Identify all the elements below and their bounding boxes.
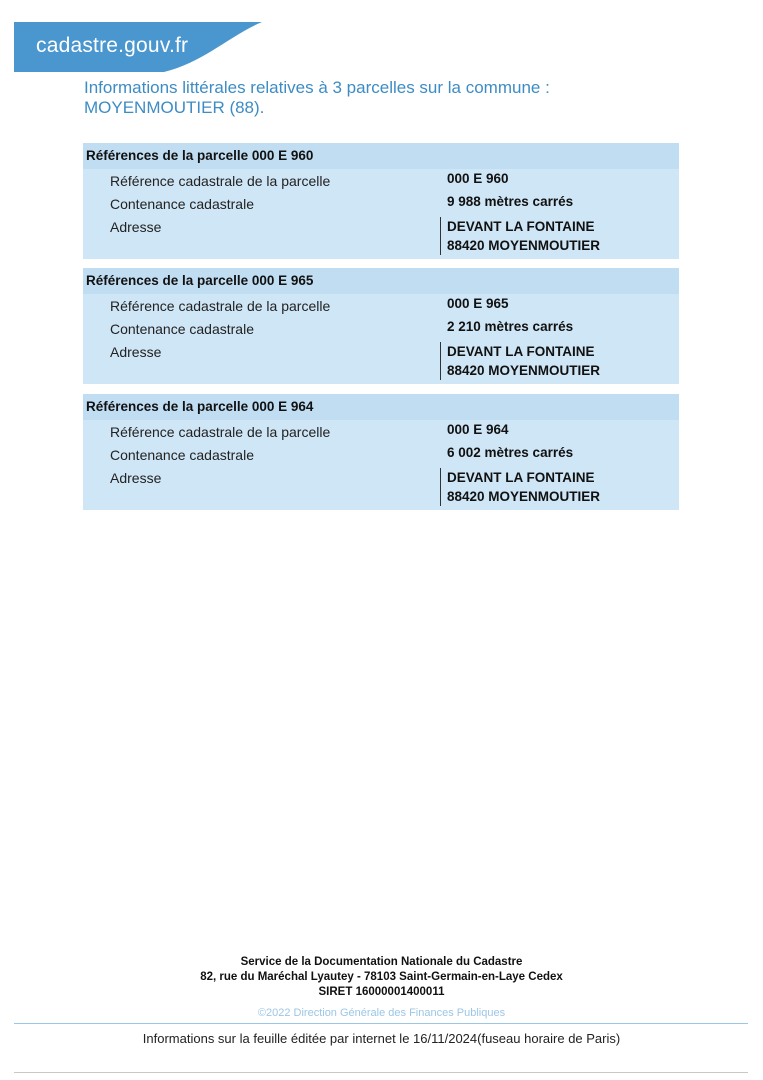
logo-banner bbox=[14, 22, 262, 72]
address-label: Adresse bbox=[110, 219, 162, 235]
area-label: Contenance cadastrale bbox=[110, 196, 254, 212]
ref-value: 000 E 960 bbox=[447, 171, 509, 186]
edition-info: Informations sur la feuille éditée par internet le 16/11/2024(fuseau horaire de Paris) bbox=[142, 1031, 621, 1046]
parcel-block bbox=[83, 394, 679, 510]
parcel-block bbox=[83, 143, 679, 259]
ref-label: Référence cadastrale de la parcelle bbox=[110, 424, 331, 440]
footer-siret: SIRET 16000001400011 bbox=[318, 986, 445, 998]
logo-text: cadastre.gouv.fr bbox=[36, 34, 189, 57]
address-line-1: DEVANT LA FONTAINE bbox=[447, 470, 595, 485]
parcel-address-row bbox=[83, 466, 679, 510]
address-label: Adresse bbox=[110, 344, 162, 360]
parcel-title: Références de la parcelle 000 E 965 bbox=[83, 268, 679, 294]
parcel-area-row bbox=[83, 317, 679, 340]
parcel-ref-row bbox=[83, 420, 679, 443]
area-label: Contenance cadastrale bbox=[110, 447, 254, 463]
parcel-title: Références de la parcelle 000 E 960 bbox=[83, 143, 679, 169]
page-heading bbox=[84, 78, 684, 118]
page-bottom-divider bbox=[14, 1072, 748, 1073]
parcel-area-row bbox=[83, 192, 679, 215]
area-value: 2 210 mètres carrés bbox=[447, 319, 574, 334]
footer-divider bbox=[14, 1023, 748, 1024]
ref-value: 000 E 964 bbox=[447, 422, 509, 437]
parcel-ref-row bbox=[83, 294, 679, 317]
address-line-2: 88420 MOYENMOUTIER bbox=[447, 363, 601, 378]
ref-label: Référence cadastrale de la parcelle bbox=[110, 298, 331, 314]
area-value: 9 988 mètres carrés bbox=[447, 194, 574, 209]
heading-line-1: Informations littérales relatives à 3 parcelles sur la commune : bbox=[84, 78, 550, 97]
ref-label: Référence cadastrale de la parcelle bbox=[110, 173, 331, 189]
address-line-1: DEVANT LA FONTAINE bbox=[447, 219, 595, 234]
address-line-1: DEVANT LA FONTAINE bbox=[447, 344, 595, 359]
address-label: Adresse bbox=[110, 470, 162, 486]
footer-address: 82, rue du Maréchal Lyautey - 78103 Saint-Germain-en-Laye Cedex bbox=[200, 971, 563, 983]
address-line-2: 88420 MOYENMOUTIER bbox=[447, 489, 601, 504]
parcel-area-row bbox=[83, 443, 679, 466]
ref-value: 000 E 965 bbox=[447, 296, 509, 311]
area-value: 6 002 mètres carrés bbox=[447, 445, 574, 460]
parcel-ref-row bbox=[83, 169, 679, 192]
parcel-block bbox=[83, 268, 679, 384]
copyright-notice: ©2022 Direction Générale des Finances Publiques bbox=[257, 1007, 506, 1019]
parcel-address-row bbox=[83, 340, 679, 384]
address-value bbox=[440, 217, 600, 255]
parcel-address-row bbox=[83, 215, 679, 259]
parcel-title: Références de la parcelle 000 E 964 bbox=[83, 394, 679, 420]
area-label: Contenance cadastrale bbox=[110, 321, 254, 337]
address-value bbox=[440, 342, 600, 380]
address-value bbox=[440, 468, 600, 506]
heading-line-2: MOYENMOUTIER (88). bbox=[84, 98, 265, 117]
footer-service-name: Service de la Documentation Nationale du Cadastre bbox=[240, 956, 523, 968]
address-line-2: 88420 MOYENMOUTIER bbox=[447, 238, 601, 253]
